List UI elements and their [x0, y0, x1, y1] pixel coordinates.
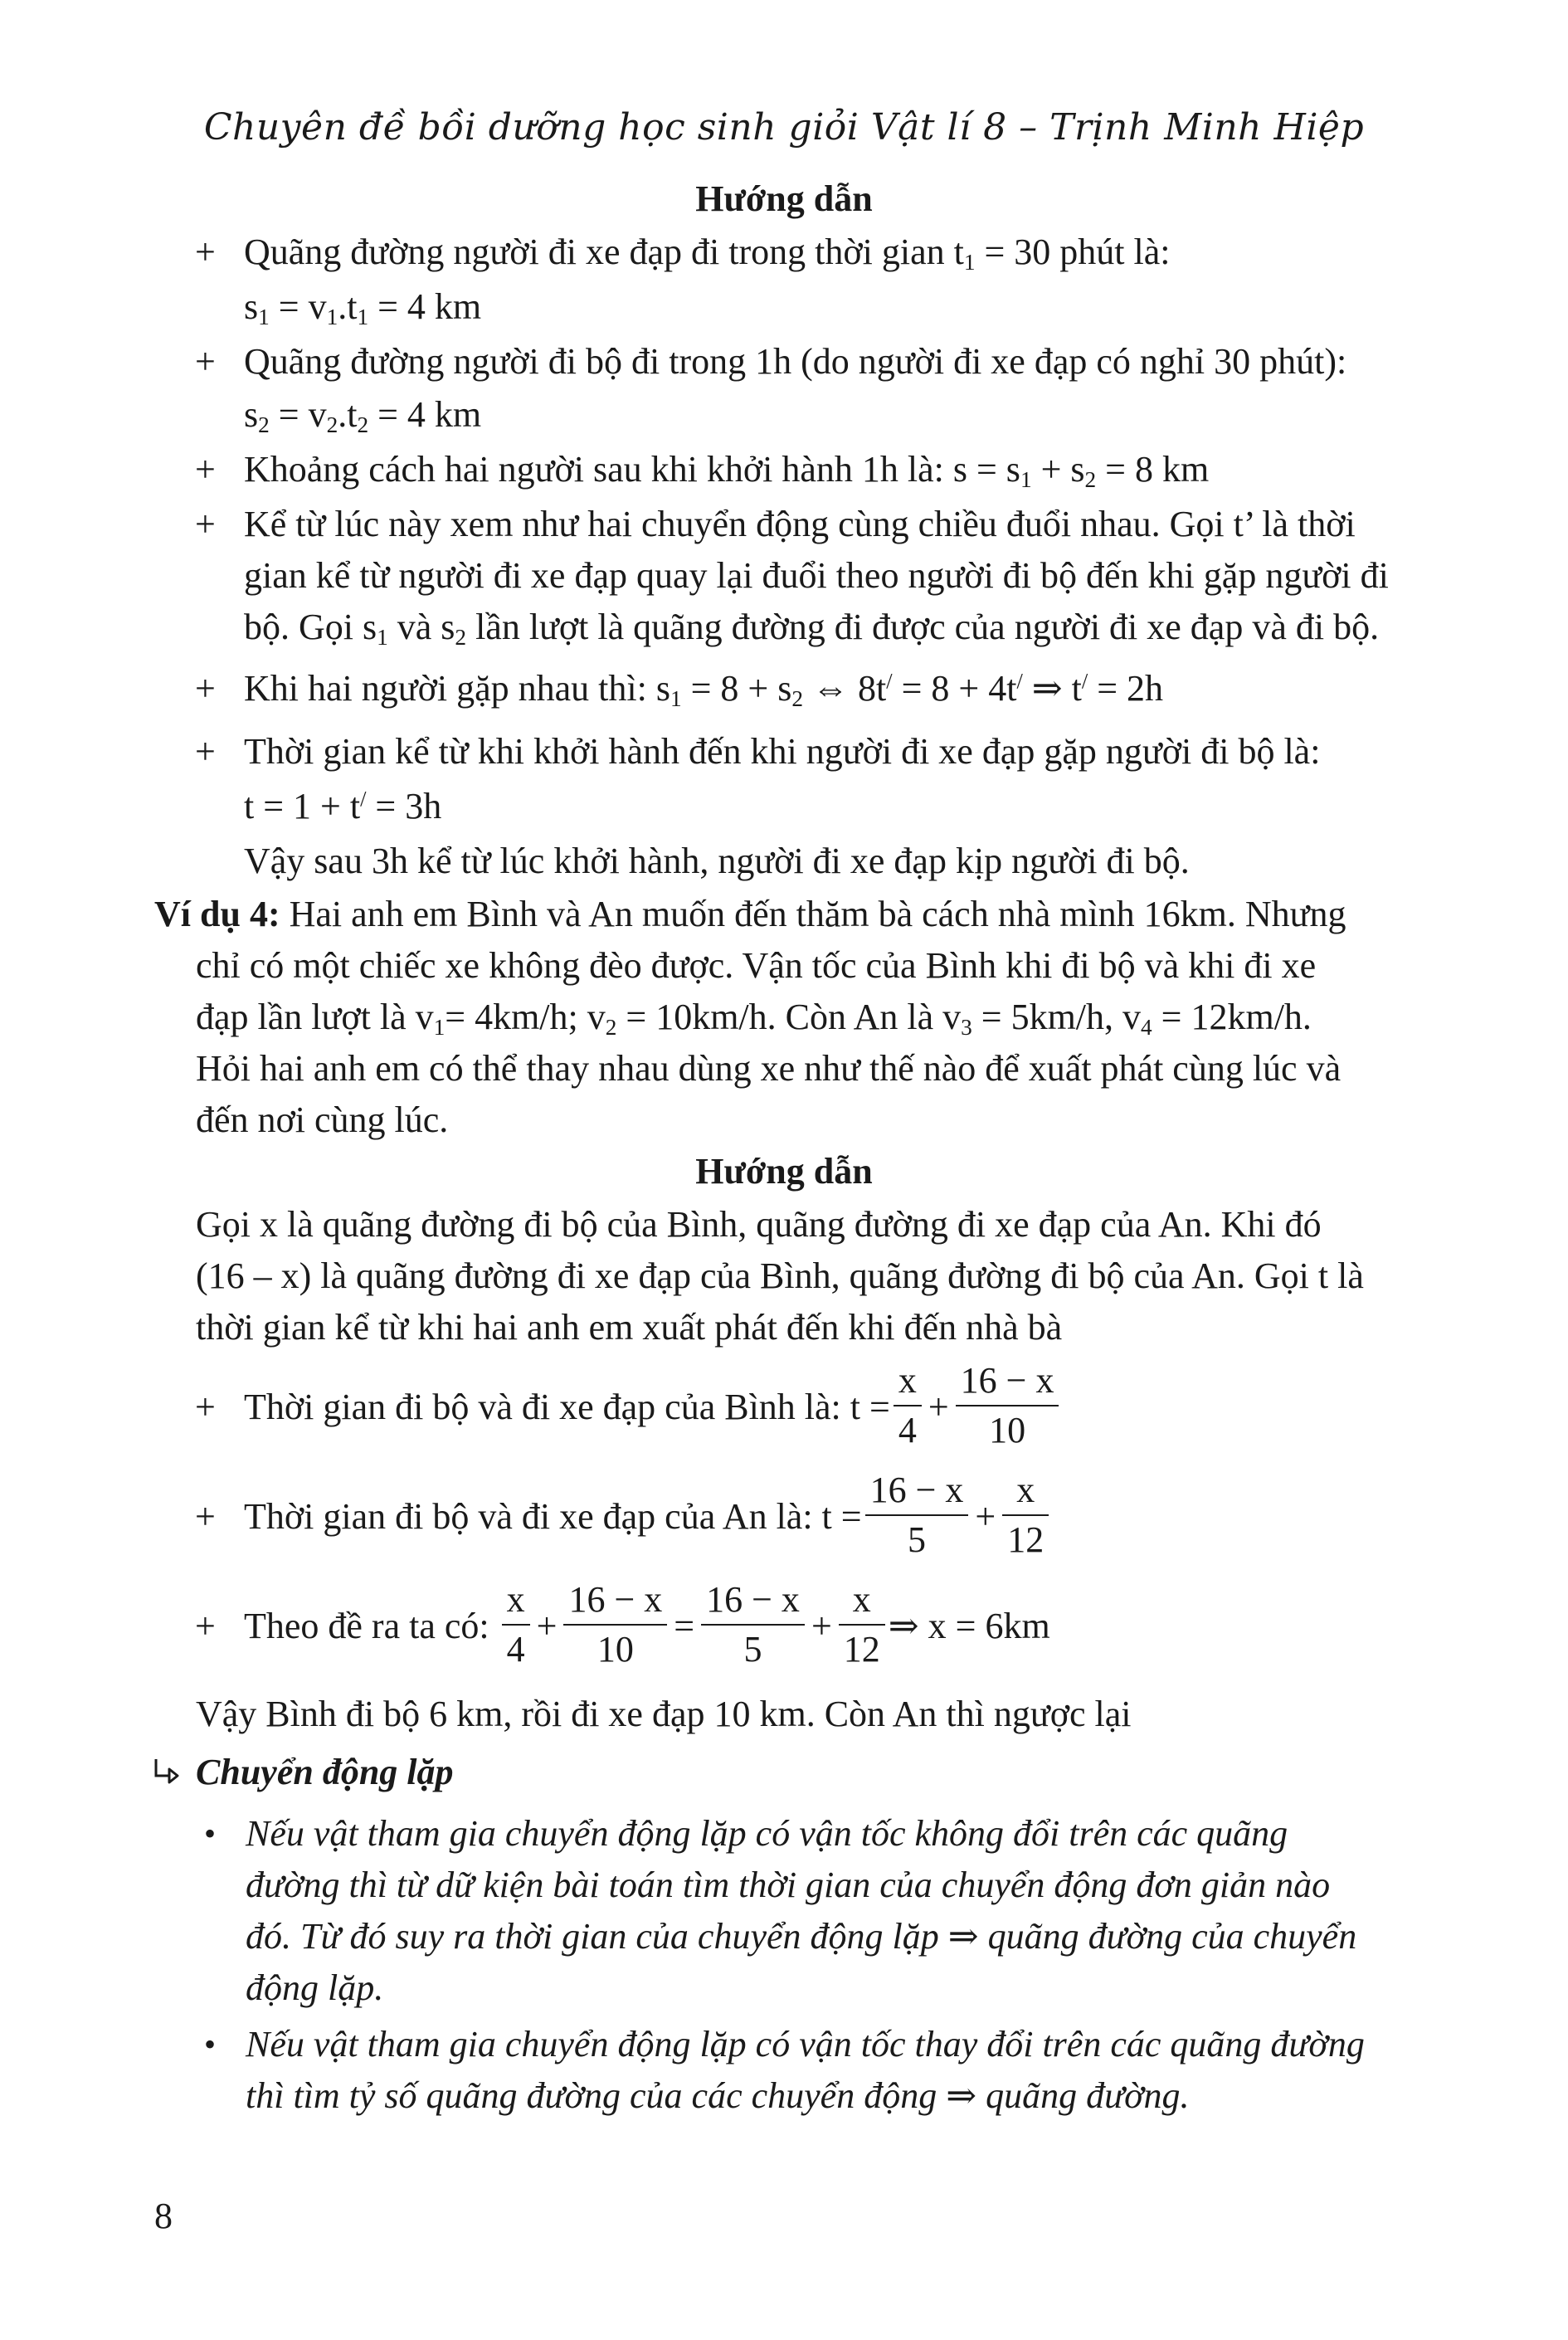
text-line: (16 – x) là quãng đường đi xe đạp của Bình, quãng đường đi bộ của An. Gọi t là: [196, 1255, 1364, 1296]
fraction: $\frac{16 - x}{10}$: [956, 1357, 1059, 1455]
text-line: Gọi x là quãng đường đi bộ của Bình, quãng đường đi xe đạp của An. Khi đó: [196, 1204, 1322, 1245]
plus-marker: +: [195, 1606, 216, 1646]
text-line: đến nơi cùng lúc.: [196, 1099, 449, 1140]
fraction: $\frac{16 - x}{5}$: [865, 1466, 969, 1564]
text-line: Khoảng cách hai người sau khi khởi hành 1h là: $s = s_1 + s_2 = 8$ km: [244, 449, 1210, 492]
fraction: $\frac{x}{4}$: [502, 1576, 530, 1674]
text-line: thời gian kể từ khi hai anh em xuất phát đến khi đến nhà bà: [196, 1307, 1063, 1348]
formula-line-binh: Thời gian đi bộ và đi xe đạp của Bình là: t = $\frac{x}{4}$ + $\frac{16 - x}{10}$: [244, 1358, 1062, 1460]
plus-marker: +: [195, 1387, 216, 1427]
text-line: gian kể từ người đi xe đạp quay lại đuổi theo người đi bộ đến khi gặp người đi: [244, 555, 1389, 596]
bullet-dot: •: [204, 2026, 217, 2063]
text-line: Kể từ lúc này xem như hai chuyển động cùng chiều đuổi nhau. Gọi t’ là thời: [244, 504, 1356, 544]
pointing-arrow-icon: [149, 1754, 186, 1791]
page-number: 8: [154, 2196, 173, 2236]
bullet-text: thì tìm tỷ số quãng đường của các chuyển động ⇒ quãng đường.: [246, 2075, 1190, 2116]
fraction: $\frac{16 - x}{10}$: [563, 1576, 667, 1674]
fraction: $\frac{x}{12}$: [839, 1576, 885, 1674]
plus-marker: +: [195, 1496, 216, 1537]
text-line: Thời gian kể từ khi khởi hành đến khi người đi xe đạp gặp người đi bộ là:: [244, 731, 1321, 772]
plus-marker: +: [195, 449, 216, 490]
text-line: đạp lần lượt là $v_1= 4km/h$; $v_2 = 10km/h$. Còn An là $v_3 = 5km/h$, $v_4 = 12km/h$.: [196, 997, 1312, 1040]
plus-marker: +: [195, 731, 216, 772]
text-line: Hỏi hai anh em có thể thay nhau dùng xe như thế nào để xuất phát cùng lúc và: [196, 1048, 1342, 1089]
bullet-text: đường thì từ dữ kiện bài toán tìm thời gian của chuyển động đơn giản nào: [246, 1865, 1331, 1905]
text-line: Quãng đường người đi bộ đi trong 1h (do người đi xe đạp có nghỉ 30 phút):: [244, 341, 1347, 382]
running-header: Chuyên đề bồi dưỡng học sinh giỏi Vật lí 8 – Trịnh Minh Hiệp: [203, 106, 1365, 149]
equation-line: Khi hai người gặp nhau thì: $s_1 = 8 + s_2$ ⇔ 8t/ = 8 + 4t/ ⇒ t/ = 2h: [244, 668, 1164, 711]
bullet-dot: •: [204, 1815, 217, 1852]
plus-marker: +: [195, 341, 216, 382]
bullet-text: đó. Từ đó suy ra thời gian của chuyển động lặp ⇒ quãng đường của chuyển: [246, 1916, 1357, 1957]
conclusion-line: Vậy Bình đi bộ 6 km, rồi đi xe đạp 10 km. Còn An thì ngược lại: [196, 1694, 1132, 1734]
section-heading: Chuyển động lặp: [196, 1752, 454, 1792]
text-line: chỉ có một chiếc xe không đèo được. Vận tốc của Bình khi đi bộ và khi đi xe: [196, 945, 1317, 986]
formula-line-equation: Theo đề ra ta có: $\frac{x}{4}$ + $\frac{16 - x}{10}$ = $\frac{16 - x}{5}$ + $\frac{x}{12}$ ⇒ x = 6km: [244, 1577, 1050, 1679]
plus-marker: +: [195, 504, 216, 544]
fraction: $\frac{x}{4}$: [894, 1357, 922, 1455]
fraction: $\frac{x}{12}$: [1002, 1466, 1049, 1564]
formula-line-an: Thời gian đi bộ và đi xe đạp của An là: t = $\frac{16 - x}{5}$ + $\frac{x}{12}$: [244, 1467, 1052, 1569]
equation-line: t = 1 + t/ = 3h: [244, 786, 442, 826]
bullet-text: Nếu vật tham gia chuyển động lặp có vận tốc thay đổi trên các quãng đường: [246, 2024, 1365, 2065]
text-line: Quãng đường người đi xe đạp đi trong thời gian $t_1 = 30$ phút là:: [244, 232, 1171, 275]
text-line: bộ. Gọi $s_1$ và $s_2$ lần lượt là quãng đường đi được của người đi xe đạp và đi bộ.: [244, 607, 1380, 650]
bullet-text: động lặp.: [246, 1967, 384, 2008]
bullet-text: Nếu vật tham gia chuyển động lặp có vận tốc không đổi trên các quãng: [246, 1813, 1288, 1854]
equation-line: $s_2 = v_2.t_2 = 4$ km: [244, 394, 482, 437]
example-label: Ví dụ 4:: [154, 894, 280, 934]
example-4-line: Ví dụ 4: Hai anh em Bình và An muốn đến thăm bà cách nhà mình 16km. Nhưng: [154, 894, 1346, 934]
heading-guide-1: Hướng dẫn: [695, 178, 873, 219]
plus-marker: +: [195, 668, 216, 709]
fraction: $\frac{16 - x}{5}$: [701, 1576, 805, 1674]
equation-line: $s_1 = v_1.t_1 = 4$ km: [244, 286, 482, 329]
plus-marker: +: [195, 232, 216, 272]
heading-guide-2: Hướng dẫn: [695, 1151, 873, 1192]
text-line: Vậy sau 3h kể từ lúc khởi hành, người đi xe đạp kịp người đi bộ.: [244, 841, 1190, 881]
